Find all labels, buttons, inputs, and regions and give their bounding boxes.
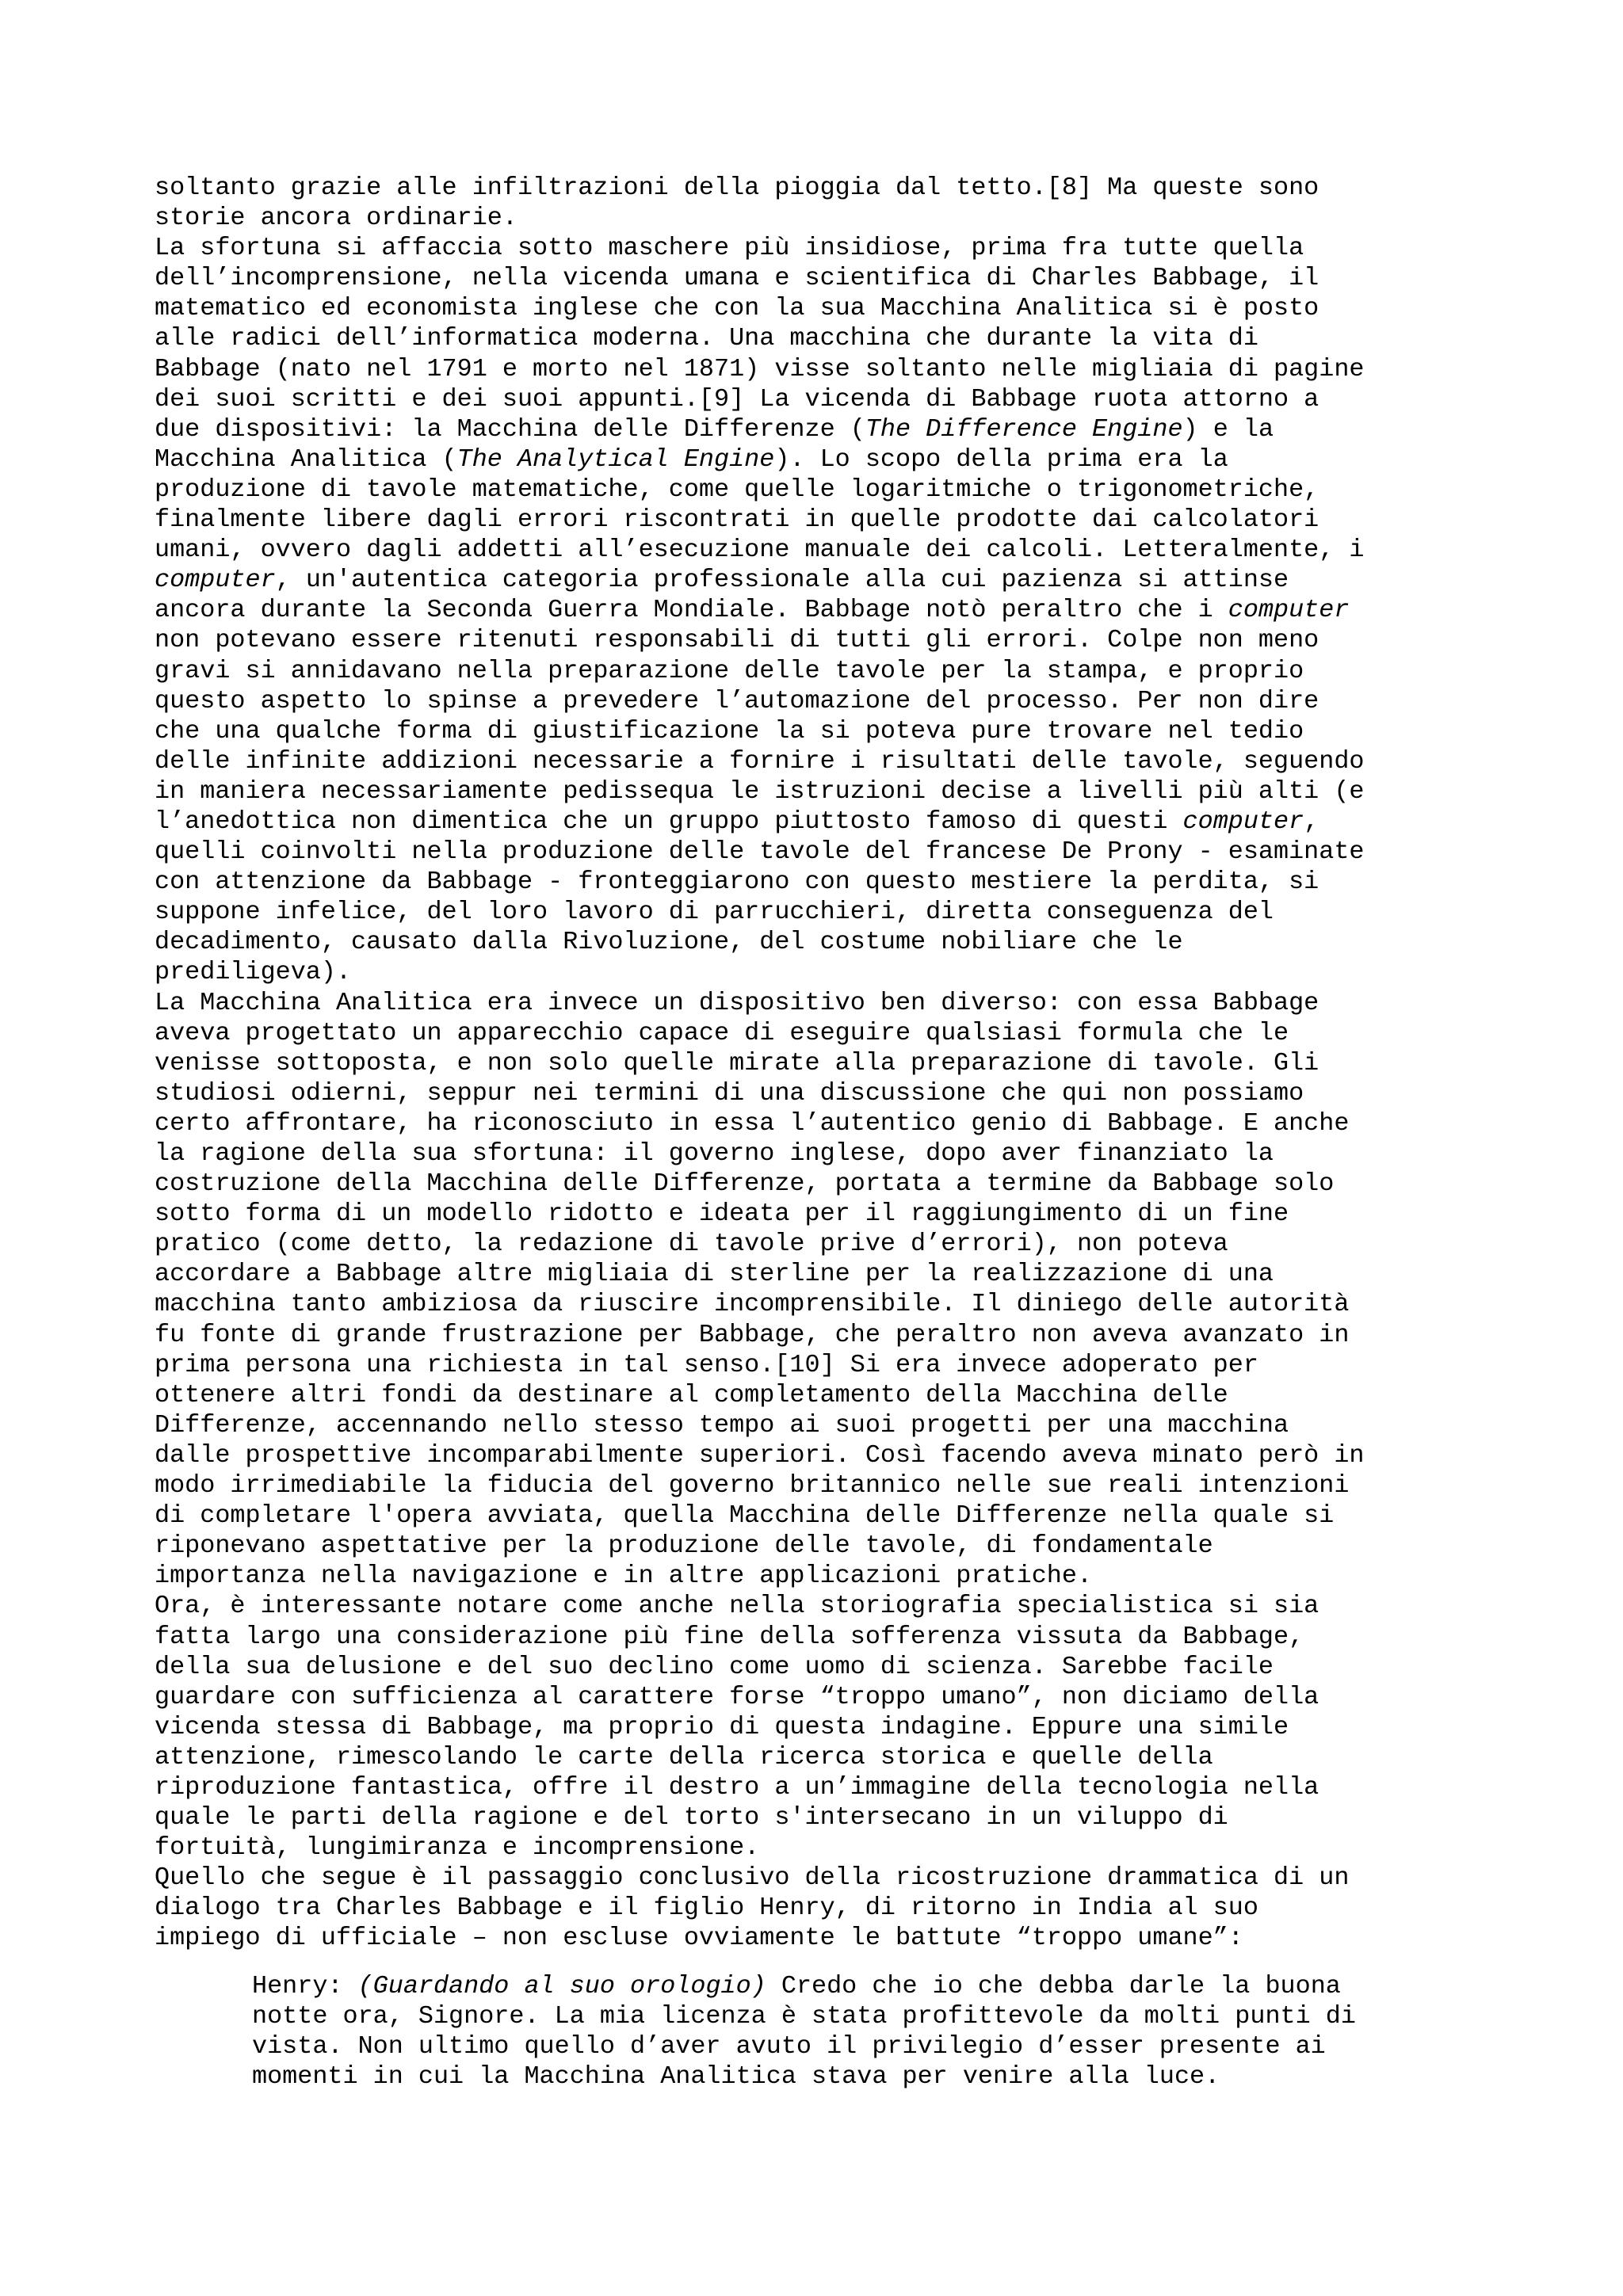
text-segment: prima persona una richiesta in tal senso.[10] Si era invece adoperato per	[155, 1350, 1258, 1379]
text-segment: delle infinite addizioni necessarie a fornire i risultati delle tavole, seguendo	[155, 746, 1365, 776]
text-segment: Differenze, accennando nello stesso tempo ai suoi progetti per una macchina	[155, 1410, 1289, 1440]
text-line	[155, 776, 1502, 807]
text-segment: matematico ed economista inglese che con la sua Macchina Analitica si è posto	[155, 294, 1319, 323]
text-segment: La Macchina Analitica era invece un dispositivo ben diverso: con essa Babbage	[155, 988, 1319, 1017]
text-line	[155, 1350, 1502, 1380]
text-line	[155, 1289, 1502, 1319]
text-line	[155, 203, 1502, 233]
italic-text: computer	[1228, 596, 1350, 625]
text-segment: pratico (come detto, la redazione di tavole prive d’errori), non poteva	[155, 1230, 1228, 1259]
text-line	[155, 807, 1502, 837]
text-line	[155, 475, 1502, 505]
italic-text: The Analytical Engine	[456, 444, 775, 474]
quote-line	[252, 2001, 1520, 2031]
text-segment: suppone infelice, del loro lavoro di parrucchieri, diretta conseguenza del	[155, 898, 1274, 927]
text-segment: macchina tanto ambiziosa da riuscire incomprensibile. Il diniego delle autorità	[155, 1290, 1350, 1319]
text-segment: vista. Non ultimo quello d’aver avuto il privilegio d’esser presente ai	[252, 2032, 1326, 2061]
text-line	[155, 1833, 1502, 1863]
text-segment: gravi si annidavano nella preparazione delle tavole per la stampa, e proprio	[155, 656, 1304, 685]
text-segment: importanza nella navigazione e in altre applicazioni pratiche.	[155, 1562, 1093, 1591]
text-segment: aveva progettato un apparecchio capace di eseguire qualsiasi formula che le	[155, 1018, 1289, 1047]
text-line	[155, 1622, 1502, 1652]
text-line	[155, 444, 1502, 475]
text-line	[155, 1169, 1502, 1199]
text-segment: quelli coinvolti nella produzione delle tavole del francese De Prony - esaminate	[155, 837, 1365, 867]
text-line	[155, 293, 1502, 323]
text-segment: di completare l'opera avviata, quella Macchina delle Differenze nella quale si	[155, 1501, 1335, 1531]
text-line	[155, 1410, 1502, 1440]
text-segment: riproduzione fantastica, offre il destro a un’immagine della tecnologia nella	[155, 1772, 1319, 1802]
text-line	[155, 1320, 1502, 1350]
italic-text: The Difference Engine	[865, 414, 1183, 444]
text-line	[155, 1712, 1502, 1742]
text-line	[155, 1772, 1502, 1802]
text-line	[155, 1742, 1502, 1772]
text-segment: dalle prospettive incomparabilmente superiori. Così facendo aveva minato però in	[155, 1440, 1365, 1470]
text-segment: Quello che segue è il passaggio conclusivo della ricostruzione drammatica di un	[155, 1863, 1350, 1893]
text-segment: Henry:	[252, 1972, 358, 2000]
text-segment: vicenda stessa di Babbage, ma proprio di questa indagine. Eppure una simile	[155, 1712, 1289, 1741]
text-segment: momenti in cui la Macchina Analitica stava per venire alla luce.	[252, 2062, 1220, 2092]
text-segment: storie ancora ordinarie.	[155, 204, 517, 233]
text-segment: Macchina Analitica (	[155, 444, 457, 474]
text-segment: studiosi odierni, seppur nei termini di una discussione che qui non possiamo	[155, 1078, 1304, 1108]
text-segment: dei suoi scritti e dei suoi appunti.[9] La vicenda di Babbage ruota attorno a	[155, 384, 1319, 414]
text-line	[155, 595, 1502, 625]
text-line	[155, 1501, 1502, 1531]
text-line	[155, 1863, 1502, 1893]
text-segment: sotto forma di un modello ridotto e ideata per il raggiungimento di un fine	[155, 1199, 1289, 1229]
text-segment: attenzione, rimescolando le carte della ricerca storica e quelle della	[155, 1742, 1213, 1772]
text-segment: fortuità, lungimiranza e incomprensione.	[155, 1833, 760, 1863]
text-line	[155, 1199, 1502, 1229]
italic-text: computer	[155, 566, 276, 595]
text-line	[155, 1561, 1502, 1591]
text-line	[155, 837, 1502, 867]
text-segment: la ragione della sua sfortuna: il governo inglese, dopo aver finanziato la	[155, 1139, 1274, 1168]
text-segment: impiego di ufficiale – non escluse ovviamente le battute “troppo umane”:	[155, 1924, 1243, 1953]
text-line	[155, 867, 1502, 897]
text-line	[155, 1652, 1502, 1682]
text-line	[155, 1682, 1502, 1712]
italic-text: computer	[1182, 807, 1304, 836]
text-line	[155, 173, 1502, 203]
text-segment: ) e la	[1182, 414, 1274, 444]
text-line	[155, 1108, 1502, 1138]
text-line	[155, 625, 1502, 655]
text-segment: che una qualche forma di giustificazione la si poteva pure trovare nel tedio	[155, 716, 1304, 746]
text-segment: decadimento, causato dalla Rivoluzione, del costume nobiliare che le	[155, 928, 1183, 957]
text-line	[155, 1802, 1502, 1833]
text-segment: dell’incomprensione, nella vicenda umana e scientifica di Charles Babbage, il	[155, 264, 1319, 293]
text-segment: ,	[1304, 807, 1319, 836]
text-segment: ). Lo scopo della prima era la	[774, 444, 1228, 474]
text-line	[155, 565, 1502, 595]
quote-line	[252, 2031, 1520, 2061]
text-segment: fatta largo una considerazione più fine della sofferenza vissuta da Babbage,	[155, 1622, 1304, 1651]
text-segment: modo irrimediabile la fiducia del governo britannico nelle sue reali intenzioni	[155, 1471, 1350, 1501]
text-segment: questo aspetto lo spinse a prevedere l’automazione del processo. Per non dire	[155, 686, 1319, 715]
text-segment: fu fonte di grande frustrazione per Babbage, che peraltro non aveva avanzato in	[155, 1320, 1350, 1349]
text-segment: notte ora, Signore. La mia licenza è stata profittevole da molti punti di	[252, 2002, 1356, 2031]
text-segment: ancora durante la Seconda Guerra Mondiale. Babbage notò peraltro che i	[155, 596, 1228, 625]
text-line	[155, 1229, 1502, 1259]
text-segment: Ora, è interessante notare come anche nella storiografia specialistica si sia	[155, 1592, 1319, 1621]
text-line	[155, 1470, 1502, 1501]
text-line	[155, 384, 1502, 414]
text-segment: soltanto grazie alle infiltrazioni della pioggia dal tetto.[8] Ma queste sono	[155, 174, 1319, 202]
text-line	[155, 535, 1502, 565]
text-segment: riponevano aspettative per la produzione delle tavole, di fondamentale	[155, 1531, 1213, 1561]
text-line	[155, 323, 1502, 353]
text-segment: con attenzione da Babbage - fronteggiarono con questo mestiere la perdita, si	[155, 868, 1319, 897]
text-line	[155, 1078, 1502, 1108]
text-segment: quale le parti della ragione e del torto s'intersecano in un viluppo di	[155, 1803, 1228, 1833]
text-line	[155, 354, 1502, 384]
quote-line	[252, 1971, 1520, 2001]
text-segment: La sfortuna si affaccia sotto maschere più insidiose, prima fra tutte quella	[155, 234, 1304, 263]
text-line	[155, 686, 1502, 716]
text-segment: guardare con sufficienza al carattere forse “troppo umano”, non diciamo della	[155, 1682, 1319, 1711]
text-line	[155, 233, 1502, 263]
text-segment: venisse sottoposta, e non solo quelle mirate alla preparazione di tavole. Gli	[155, 1048, 1319, 1077]
text-line	[155, 1893, 1502, 1923]
text-line	[155, 1923, 1502, 1953]
text-segment: costruzione della Macchina delle Differenze, portata a termine da Babbage solo	[155, 1169, 1335, 1199]
text-segment: Credo che io che debba darle la buona	[766, 1972, 1341, 2000]
text-segment: dialogo tra Charles Babbage e il figlio Henry, di ritorno in India al suo	[155, 1894, 1258, 1923]
text-line	[155, 1591, 1502, 1621]
text-line	[155, 263, 1502, 293]
body-text	[155, 173, 1502, 1954]
text-line	[155, 957, 1502, 987]
text-line	[155, 716, 1502, 746]
text-segment: della sua delusione e del suo declino come uomo di scienza. Sarebbe facile	[155, 1652, 1274, 1681]
text-segment: due dispositivi: la Macchina delle Differenze (	[155, 414, 865, 444]
text-line	[155, 1531, 1502, 1561]
text-line	[155, 988, 1502, 1018]
text-segment: Babbage (nato nel 1791 e morto nel 1871) visse soltanto nelle migliaia di pagine	[155, 354, 1365, 383]
text-line	[155, 505, 1502, 535]
text-line	[155, 746, 1502, 776]
text-line	[155, 1259, 1502, 1289]
text-line	[155, 1138, 1502, 1169]
text-segment: , un'autentica categoria professionale alla cui pazienza si attinse	[275, 566, 1289, 595]
text-segment: in maniera necessariamente pedissequa le istruzioni decise a livelli più alti (e	[155, 776, 1365, 806]
quote-line	[252, 2061, 1520, 2092]
text-segment: non potevano essere ritenuti responsabili di tutti gli errori. Colpe non meno	[155, 626, 1319, 655]
text-segment: umani, ovvero dagli addetti all’esecuzione manuale dei calcoli. Letteralmente, i	[155, 536, 1365, 565]
text-line	[155, 656, 1502, 686]
text-segment: l’anedottica non dimentica che un gruppo piuttosto famoso di questi	[155, 807, 1183, 836]
text-segment: ottenere altri fondi da destinare al completamento della Macchina delle	[155, 1380, 1228, 1409]
text-segment: produzione di tavole matematiche, come quelle logaritmiche o trigonometriche,	[155, 475, 1319, 504]
text-line	[155, 897, 1502, 927]
text-segment: prediligeva).	[155, 958, 352, 987]
dialogue-quote	[252, 1971, 1520, 2092]
italic-text: (Guardando al suo orologio)	[357, 1972, 766, 2000]
text-line	[155, 1440, 1502, 1470]
text-line	[155, 414, 1502, 444]
text-segment: alle radici dell’informatica moderna. Una macchina che durante la vita di	[155, 324, 1258, 353]
text-line	[155, 1380, 1502, 1410]
text-line	[155, 1048, 1502, 1078]
text-segment: certo affrontare, ha riconosciuto in essa l’autentico genio di Babbage. E anche	[155, 1108, 1350, 1138]
text-line	[155, 1018, 1502, 1048]
text-segment: accordare a Babbage altre migliaia di sterline per la realizzazione di una	[155, 1260, 1274, 1289]
text-line	[155, 927, 1502, 957]
text-segment: finalmente libere dagli errori riscontrati in quelle prodotte dai calcolatori	[155, 505, 1319, 535]
